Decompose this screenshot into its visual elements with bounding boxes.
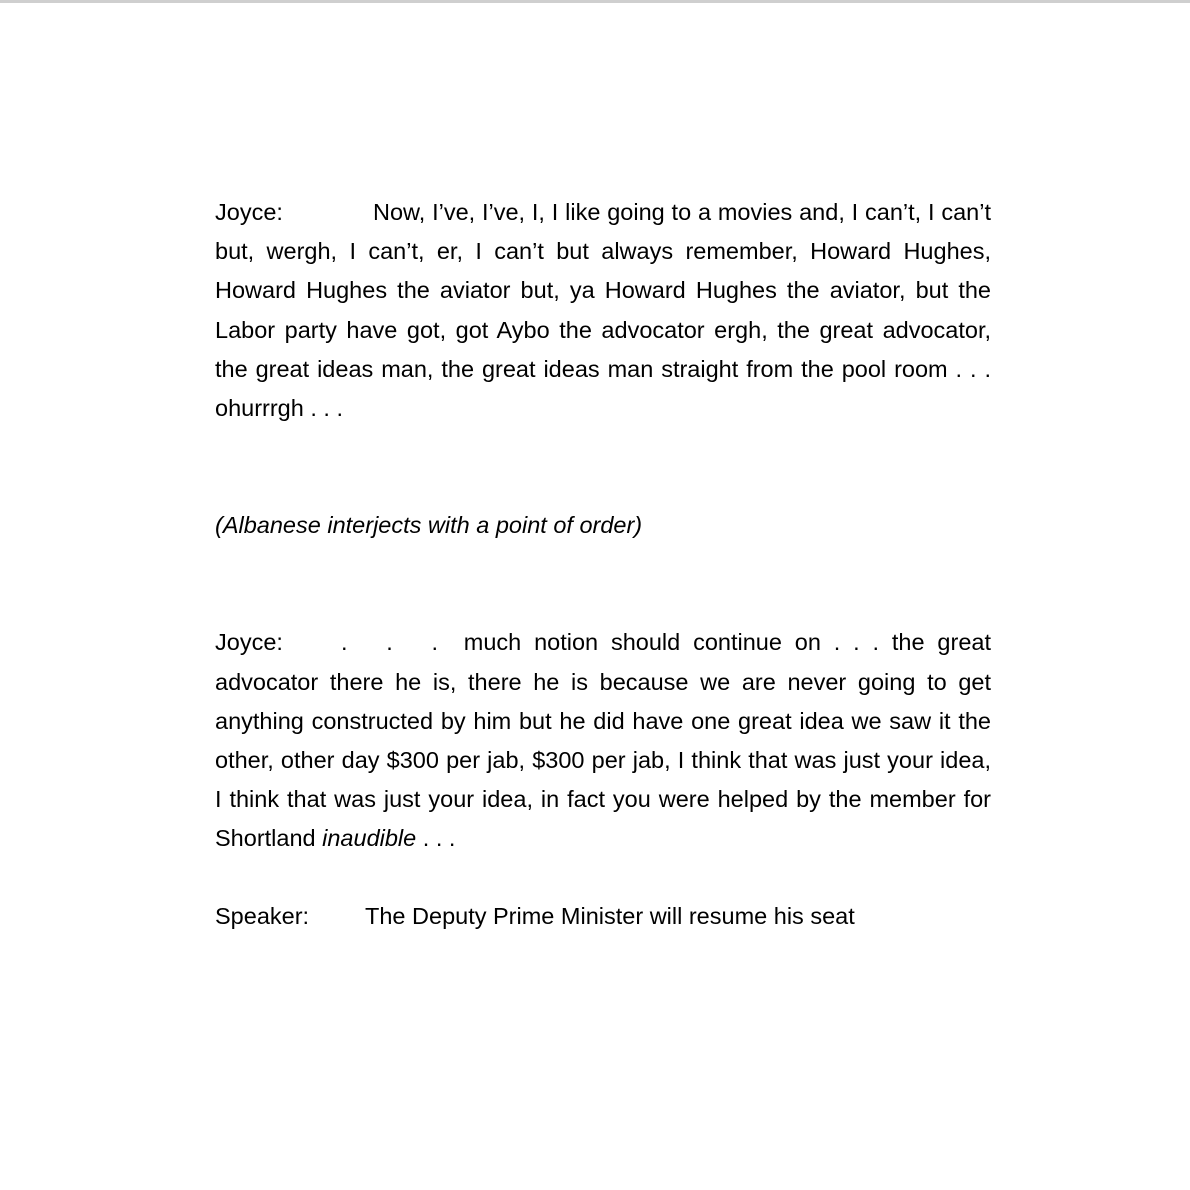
trailing-ellipsis: . . . [416,825,456,852]
top-divider [0,0,1190,3]
transcript-paragraph-joyce-2 [215,623,991,858]
paragraph-text: Now, I’ve, I’ve, I, I like going to a movies and, I can’t, I can’t but, wergh, I can’t, er, I can’t but always remember, Howard Hughes, Howard Hughes the aviator but, ya Howard Hughes the aviator, but the Labor party have got, got Aybo the advocator ergh, the great advocator, the great ideas man, the great ideas man straight from the pool room . . . ohurrrgh . . . [215,199,991,422]
speaker-label: Joyce: [215,199,283,225]
paragraph-text: The Deputy Prime Minister will resume his seat [365,902,855,929]
document-page [215,193,991,936]
speaker-label: Joyce: [215,629,283,656]
transcript-paragraph-joyce-1 [215,193,991,428]
transcript-paragraph-speaker [215,897,991,936]
paragraph-text: much notion should continue on . . . the great advocator there he is, there he is because we are never going to get anything constructed by him but he did have one great idea we saw it the other, other day $300 per jab, $300 per jab, I think that was just your idea, I think that was just your idea, in fact you were helped by the member for Shortland [215,629,991,852]
ellipsis: . . . [341,629,451,656]
stage-direction: (Albanese interjects with a point of order) [215,512,643,539]
speaker-label: Speaker: [215,902,310,929]
inaudible-note: inaudible [322,825,417,852]
